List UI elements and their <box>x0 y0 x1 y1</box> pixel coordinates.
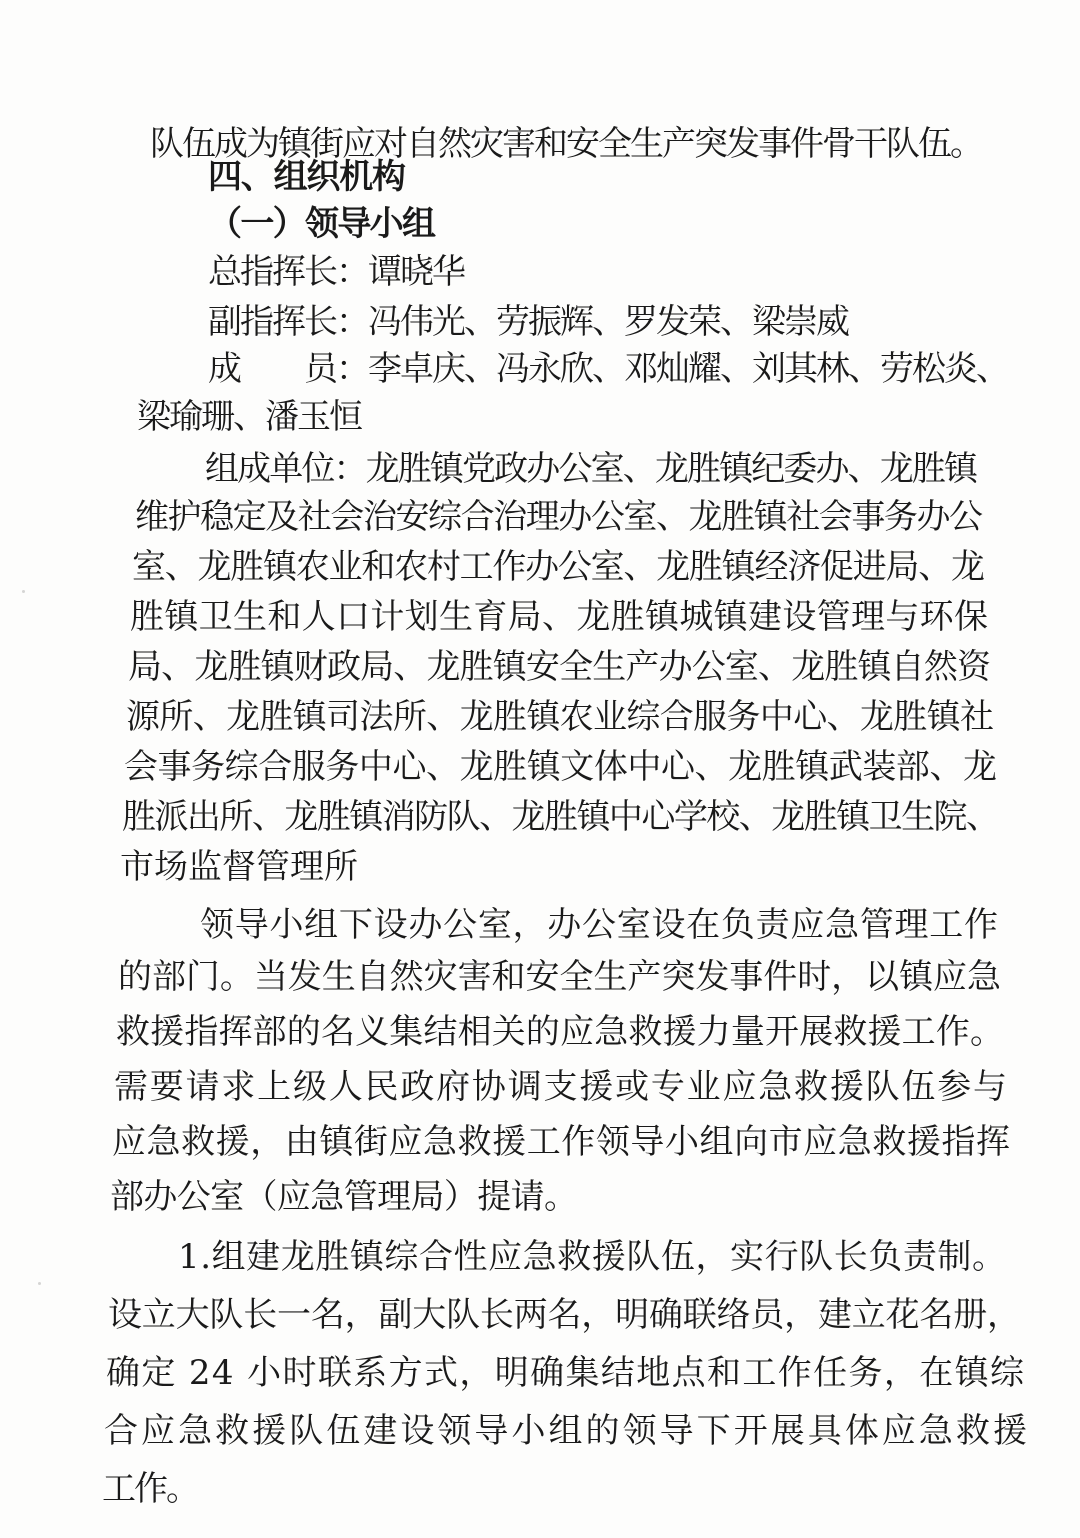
text-line-8: 组成单位：龙胜镇党政办公室、龙胜镇纪委办、龙胜镇 <box>205 449 977 489</box>
text-line-17: 领导小组下设办公室，办公室设在负责应急管理工作 <box>200 905 999 945</box>
text-line-19: 救援指挥部的名义集结相关的应急救援力量开展救援工作。 <box>116 1012 1005 1052</box>
scan-speck <box>22 590 25 593</box>
text-line-13: 源所、龙胜镇司法所、龙胜镇农业综合服务中心、龙胜镇社 <box>126 697 994 737</box>
text-line-7: 梁瑜珊、潘玉恒 <box>137 397 361 437</box>
text-line-26: 合应急救援队伍建设领导小组的领导下开展具体应急救援 <box>104 1411 1031 1451</box>
text-line-18: 的部门。当发生自然灾害和安全生产突发事件时，以镇应急 <box>118 957 1001 997</box>
section-heading: 四、组织机构 <box>208 157 405 197</box>
text-line-9: 维护稳定及社会治安综合治理办公室、龙胜镇社会事务办公 <box>135 497 982 537</box>
text-line-10: 室、龙胜镇农业和农村工作办公室、龙胜镇经济促进局、龙 <box>132 547 984 587</box>
text-line-11: 胜镇卫生和人口计划生育局、龙胜镇城镇建设管理与环保 <box>130 597 989 637</box>
text-line-24: 设立大队长一名，副大队长两名，明确联络员，建立花名册， <box>108 1295 1021 1335</box>
text-line-20: 需要请求上级人民政府协调支援或专业应急救援队伍参与 <box>114 1067 1009 1107</box>
text-line-12: 局、龙胜镇财政局、龙胜镇安全生产办公室、龙胜镇自然资 <box>128 647 991 687</box>
text-line-27: 工作。 <box>102 1469 198 1509</box>
text-line-5: 副指挥长：冯伟光、劳振辉、罗发荣、梁崇威 <box>208 302 848 342</box>
scan-speck <box>38 1282 41 1285</box>
subsection-heading: （一）领导小组 <box>208 204 435 244</box>
text-line-22: 部办公室（应急管理局）提请。 <box>110 1177 578 1217</box>
text-line-14: 会事务综合服务中心、龙胜镇文体中心、龙胜镇武装部、龙 <box>124 747 997 787</box>
text-line-6: 成 员：李卓庆、冯永欣、邓灿耀、刘其林、劳松炎、 <box>208 349 1008 389</box>
text-line-21: 应急救援，由镇街应急救援工作领导小组向市应急救援指挥 <box>112 1122 1011 1162</box>
text-line-15: 胜派出所、龙胜镇消防队、龙胜镇中心学校、龙胜镇卫生院、 <box>122 797 999 837</box>
text-line-23: 1.组建龙胜镇综合性应急救援队伍，实行队长负责制。 <box>178 1237 1007 1277</box>
text-line-1: 队伍成为镇街应对自然灾害和安全生产突发事件骨干队伍。 <box>150 124 982 164</box>
text-line-25: 确定 24 小时联系方式，明确集结地点和工作任务，在镇综 <box>106 1353 1026 1393</box>
text-line-4: 总指挥长：谭晓华 <box>208 252 464 292</box>
text-line-16: 市场监督管理所 <box>120 847 358 887</box>
